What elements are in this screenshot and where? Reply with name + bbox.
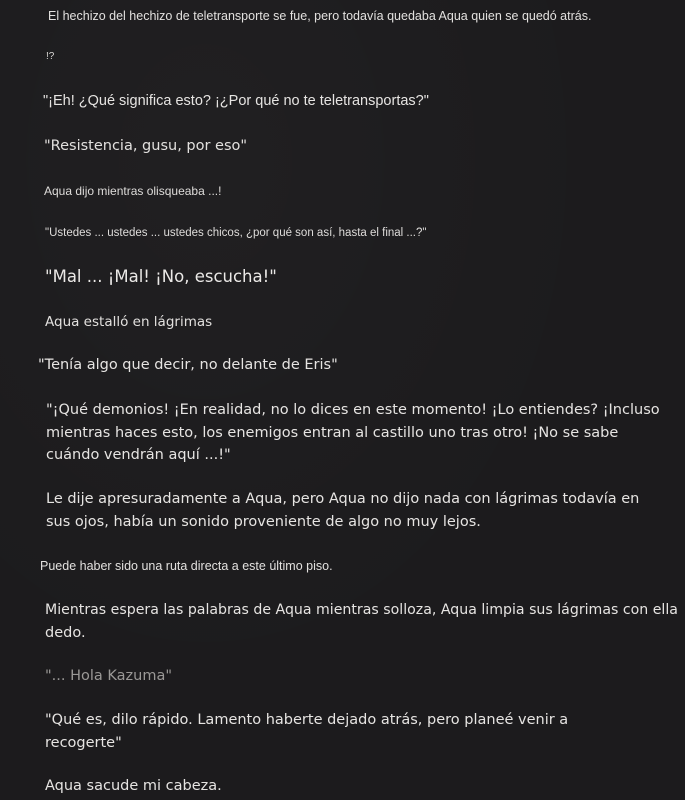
paragraph-10-line-1: "¡Qué demonios! ¡En realidad, no lo dices en este momento! ¡Lo entiendes? ¡Incluso [46, 402, 660, 418]
paragraph-3: "¡Eh! ¿Qué significa esto? ¡¿Por qué no te teletransportas?" [43, 93, 429, 109]
paragraph-13-line-2: dedo. [45, 625, 86, 641]
paragraph-10-line-2: mientras haces esto, los enemigos entran al castillo uno tras otro! ¡No se sabe [46, 425, 619, 441]
paragraph-2: !? [46, 51, 55, 62]
paragraph-14: "... Hola Kazuma" [45, 668, 173, 684]
paragraph-10-line-3: cuándo vendrán aquí ...!" [46, 447, 231, 463]
paragraph-6: "Ustedes ... ustedes ... ustedes chicos, ¿por qué son así, hasta el final ...?" [45, 227, 427, 239]
paragraph-1: El hechizo del hechizo de teletransporte se fue, pero todavía quedaba Aqua quien se quedó atrás. [48, 9, 592, 23]
paragraph-15-line-1: "Qué es, dilo rápido. Lamento haberte dejado atrás, pero planeé venir a [45, 712, 569, 728]
paragraph-15-line-2: recogerte" [45, 735, 122, 751]
paragraph-7: "Mal ... ¡Mal! ¡No, escucha!" [45, 267, 277, 286]
paragraph-11-line-1: Le dije apresuradamente a Aqua, pero Aqua no dijo nada con lágrimas todavía en [46, 491, 640, 507]
paragraph-16: Aqua sacude mi cabeza. [45, 778, 222, 794]
paragraph-13-line-1: Mientras espera las palabras de Aqua mientras solloza, Aqua limpia sus lágrimas con ella [45, 602, 678, 618]
paragraph-5: Aqua dijo mientras olisqueaba ...! [44, 184, 222, 198]
paragraph-4: "Resistencia, gusu, por eso" [44, 138, 248, 154]
paragraph-9: "Tenía algo que decir, no delante de Eris" [38, 357, 338, 373]
paragraph-8: Aqua estalló en lágrimas [45, 314, 213, 330]
paragraph-12: Puede haber sido una ruta directa a este último piso. [40, 559, 333, 573]
paragraph-11-line-2: sus ojos, había un sonido proveniente de algo no muy lejos. [46, 514, 481, 530]
